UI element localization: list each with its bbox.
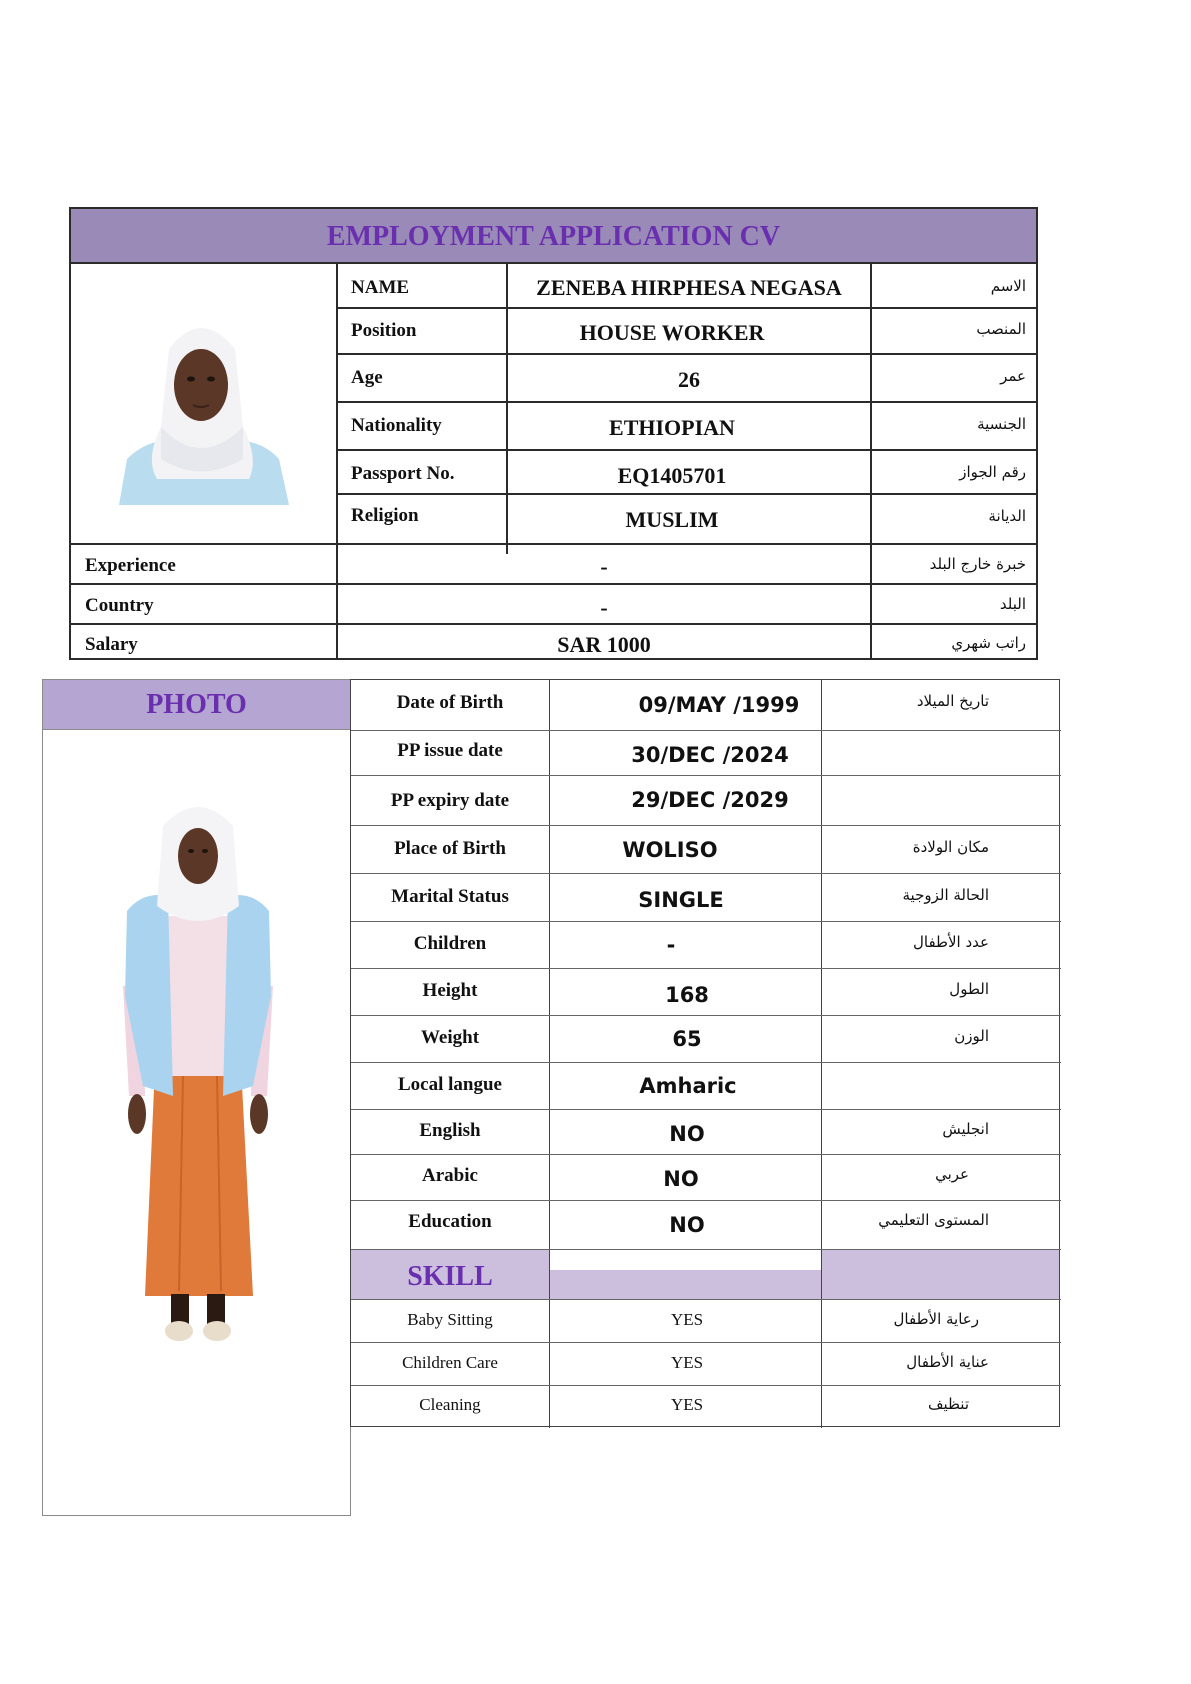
- english-value: NO: [669, 1122, 705, 1146]
- children-label: Children: [413, 933, 487, 954]
- skill-label-arabic: تنظيف: [927, 1395, 969, 1413]
- marital-status-value: SINGLE: [638, 888, 724, 912]
- employment-summary-table: [69, 207, 1038, 660]
- education-label: Education: [408, 1211, 492, 1232]
- marital-status-label: Marital Status: [391, 886, 509, 907]
- local-language-value: Amharic: [639, 1074, 737, 1098]
- name-label-arabic: الاسم: [990, 277, 1026, 295]
- document-title: EMPLOYMENT APPLICATION CV: [71, 209, 1036, 264]
- height-value: 168: [665, 983, 709, 1007]
- skill-value: YES: [670, 1310, 704, 1329]
- birthplace-label-arabic: مكان الولادة: [912, 838, 989, 856]
- salary-value: SAR 1000: [557, 632, 651, 657]
- dob-label-arabic: تاريخ الميلاد: [916, 692, 989, 710]
- salary-label-arabic: راتب شهري: [951, 634, 1026, 652]
- dob-value: 09/MAY /1999: [638, 693, 800, 717]
- position-label: Position: [351, 320, 417, 341]
- headshot-photo: [109, 309, 295, 505]
- local-language-label: Local langue: [398, 1074, 502, 1095]
- pp-expiry-label: PP expiry date: [390, 790, 510, 811]
- pp-issue-value: 30/DEC /2024: [631, 743, 789, 767]
- children-value: -: [666, 933, 676, 957]
- passport-value: EQ1405701: [617, 463, 727, 488]
- age-label: Age: [351, 367, 383, 388]
- country-label-arabic: البلد: [999, 595, 1026, 613]
- skill-label: Cleaning: [419, 1395, 481, 1414]
- nationality-label: Nationality: [351, 415, 442, 436]
- photo-panel: [42, 679, 351, 1516]
- children-label-arabic: عدد الأطفال: [913, 933, 989, 951]
- dob-label: Date of Birth: [396, 692, 504, 713]
- country-value: -: [600, 595, 608, 620]
- name-value: ZENEBA HIRPHESA NEGASA: [536, 275, 842, 300]
- passport-label-arabic: رقم الجواز: [959, 463, 1026, 481]
- english-label: English: [419, 1120, 481, 1141]
- weight-label-arabic: الوزن: [954, 1027, 989, 1045]
- arabic-label-arabic: عربي: [935, 1165, 969, 1183]
- skill-heading: SKILL: [407, 1261, 493, 1292]
- salary-label: Salary: [85, 634, 138, 655]
- height-label-arabic: الطول: [949, 980, 989, 998]
- education-value: NO: [669, 1213, 705, 1237]
- photo-heading: PHOTO: [43, 680, 350, 730]
- skill-value: YES: [670, 1395, 704, 1414]
- position-label-arabic: المنصب: [976, 320, 1026, 338]
- weight-label: Weight: [420, 1027, 480, 1048]
- height-label: Height: [422, 980, 478, 1001]
- position-value: HOUSE WORKER: [579, 320, 765, 345]
- pp-issue-label: PP issue date: [397, 740, 503, 761]
- passport-label: Passport No.: [351, 463, 455, 484]
- religion-label-arabic: الديانة: [988, 507, 1026, 525]
- nationality-label-arabic: الجنسية: [977, 415, 1026, 433]
- experience-value: -: [600, 554, 608, 579]
- skill-label: Children Care: [402, 1353, 498, 1372]
- age-value: 26: [678, 367, 700, 392]
- full-body-photo: [113, 796, 283, 1356]
- skill-label-arabic: رعاية الأطفال: [893, 1310, 979, 1328]
- skill-value: YES: [670, 1353, 704, 1372]
- name-label: NAME: [351, 277, 410, 298]
- religion-label: Religion: [351, 505, 419, 526]
- marital-status-label-arabic: الحالة الزوجية: [902, 886, 989, 904]
- arabic-value: NO: [663, 1167, 699, 1191]
- skill-band-gap: [549, 1249, 821, 1270]
- education-label-arabic: المستوى التعليمي: [878, 1211, 989, 1229]
- english-label-arabic: انجليش: [942, 1120, 989, 1138]
- birthplace-label: Place of Birth: [394, 838, 506, 859]
- skill-label: Baby Sitting: [407, 1310, 493, 1329]
- birthplace-value: WOLISO: [622, 838, 718, 862]
- details-table: [350, 679, 1060, 1427]
- pp-expiry-value: 29/DEC /2029: [631, 788, 789, 812]
- experience-label-arabic: خبرة خارج البلد: [929, 555, 1026, 573]
- experience-label: Experience: [85, 555, 176, 576]
- religion-value: MUSLIM: [625, 507, 719, 532]
- arabic-label: Arabic: [422, 1165, 478, 1186]
- nationality-value: ETHIOPIAN: [609, 415, 735, 440]
- weight-value: 65: [672, 1027, 702, 1051]
- skill-label-arabic: عناية الأطفال: [906, 1353, 989, 1371]
- age-label-arabic: عمر: [1000, 367, 1026, 385]
- country-label: Country: [85, 595, 154, 616]
